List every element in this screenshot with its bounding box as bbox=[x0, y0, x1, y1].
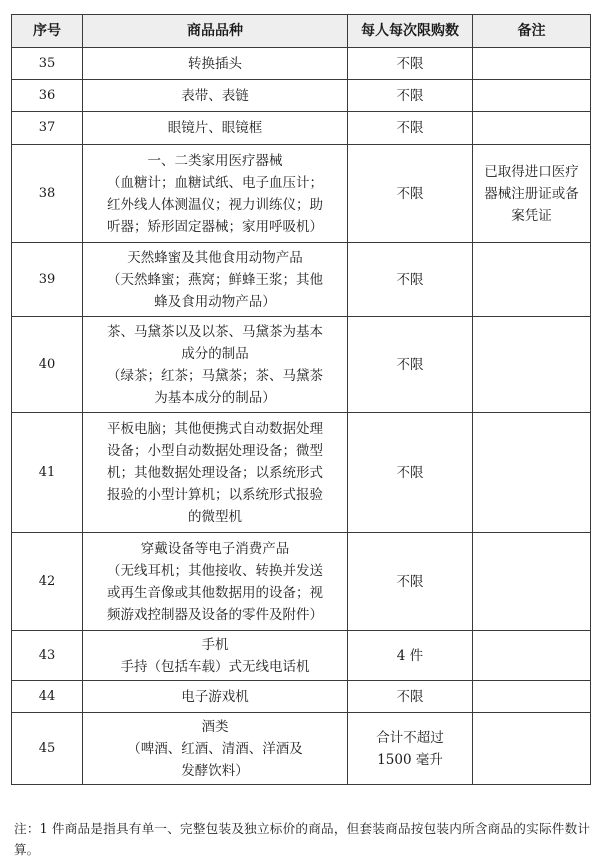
header-limit: 每人每次限购数 bbox=[348, 15, 473, 48]
row-item bbox=[83, 48, 348, 80]
row-note bbox=[473, 631, 591, 681]
row-note bbox=[473, 112, 591, 145]
row-limit-line: 不限 bbox=[396, 464, 424, 481]
row-item bbox=[83, 145, 348, 243]
row-limit bbox=[348, 681, 473, 713]
row-item bbox=[83, 243, 348, 317]
row-note-line: 器械注册证或备 bbox=[484, 185, 579, 202]
row-item-line: （绿茶；红茶；马黛茶；茶、马黛茶 bbox=[107, 367, 323, 384]
row-seq: 43 bbox=[12, 631, 83, 681]
row-item-line: 平板电脑；其他便携式自动数据处理 bbox=[107, 420, 323, 437]
row-limit bbox=[348, 112, 473, 145]
row-item bbox=[83, 631, 348, 681]
row-limit-line: 不限 bbox=[396, 271, 424, 288]
row-note bbox=[473, 713, 591, 785]
row-item-line: 听器；矫形固定器械；家用呼吸机） bbox=[107, 218, 323, 235]
table-row bbox=[12, 413, 591, 533]
row-note bbox=[473, 317, 591, 413]
row-seq: 42 bbox=[12, 533, 83, 631]
row-item-line: （天然蜂蜜；燕窝；鲜蜂王浆；其他 bbox=[107, 271, 323, 288]
row-note-line: 已取得进口医疗 bbox=[484, 163, 579, 180]
row-item bbox=[83, 713, 348, 785]
row-item-line: （无线耳机；其他接收、转换并发送 bbox=[107, 562, 323, 579]
row-limit-line: 不限 bbox=[396, 356, 424, 373]
row-item-line: 蜂及食用动物产品） bbox=[154, 293, 276, 310]
row-limit bbox=[348, 713, 473, 785]
row-item-line: 眼镜片、眼镜框 bbox=[167, 120, 263, 136]
row-note bbox=[473, 533, 591, 631]
row-seq: 45 bbox=[12, 713, 83, 785]
table-row bbox=[12, 112, 591, 145]
row-limit bbox=[348, 48, 473, 80]
table-row bbox=[12, 533, 591, 631]
footnote: 注：1 件商品是指具有单一、完整包装及独立标价的商品，但套装商品按包装内所含商品的实际件数计算。 bbox=[14, 821, 590, 857]
row-limit bbox=[348, 413, 473, 533]
row-limit-line: 4 件 bbox=[396, 647, 424, 664]
row-limit-line: 不限 bbox=[396, 55, 424, 72]
row-limit-line: 合计不超过 bbox=[376, 729, 444, 746]
table-row bbox=[12, 145, 591, 243]
row-limit-line: 不限 bbox=[396, 185, 424, 202]
row-limit-line: 不限 bbox=[396, 688, 424, 705]
row-note bbox=[473, 243, 591, 317]
row-note-line: 案凭证 bbox=[511, 207, 552, 224]
row-note bbox=[473, 413, 591, 533]
row-item-line: 的微型机 bbox=[188, 508, 242, 525]
row-note bbox=[473, 80, 591, 112]
row-limit bbox=[348, 243, 473, 317]
row-item-line: 频游戏控制器及设备的零件及附件） bbox=[107, 606, 323, 623]
row-seq: 39 bbox=[12, 243, 83, 317]
row-limit-line: 不限 bbox=[396, 120, 424, 136]
row-seq: 44 bbox=[12, 681, 83, 713]
row-limit bbox=[348, 533, 473, 631]
row-item bbox=[83, 80, 348, 112]
row-item-line: 为基本成分的制品） bbox=[154, 389, 276, 406]
header-seq: 序号 bbox=[12, 15, 83, 48]
row-item-line: 酒类 bbox=[201, 718, 229, 735]
row-item-line: 机；其他数据处理设备；以系统形式 bbox=[107, 464, 323, 481]
row-item-line: 或再生音像或其他数据用的设备；视 bbox=[107, 584, 323, 601]
row-item bbox=[83, 681, 348, 713]
row-item-line: 成分的制品 bbox=[181, 345, 249, 362]
row-limit-line: 1500 毫升 bbox=[377, 751, 443, 768]
row-item-line: 一、二类家用医疗器械 bbox=[147, 152, 283, 169]
table-row bbox=[12, 631, 591, 681]
row-item-line: 手机 bbox=[201, 636, 229, 653]
row-limit bbox=[348, 145, 473, 243]
row-item-line: 发酵饮料） bbox=[181, 762, 249, 779]
table-row bbox=[12, 48, 591, 80]
row-seq: 37 bbox=[12, 112, 83, 145]
table-row bbox=[12, 317, 591, 413]
header-note: 备注 bbox=[473, 15, 591, 48]
row-limit bbox=[348, 631, 473, 681]
row-item-line: 天然蜂蜜及其他食用动物产品 bbox=[127, 249, 303, 266]
row-item-line: 电子游戏机 bbox=[181, 688, 249, 705]
row-limit-line: 不限 bbox=[396, 87, 424, 104]
row-limit-line: 不限 bbox=[396, 573, 424, 590]
row-limit bbox=[348, 80, 473, 112]
row-seq: 40 bbox=[12, 317, 83, 413]
table-row bbox=[12, 243, 591, 317]
row-item bbox=[83, 533, 348, 631]
row-seq: 38 bbox=[12, 145, 83, 243]
table-row bbox=[12, 80, 591, 112]
table-row bbox=[12, 681, 591, 713]
row-note bbox=[473, 48, 591, 80]
row-seq: 41 bbox=[12, 413, 83, 533]
header-item: 商品品种 bbox=[83, 15, 348, 48]
row-note bbox=[473, 681, 591, 713]
table-header-row bbox=[12, 15, 591, 48]
row-note bbox=[473, 145, 591, 243]
row-item-line: 表带、表链 bbox=[181, 87, 249, 104]
row-seq: 36 bbox=[12, 80, 83, 112]
row-item-line: 转换插头 bbox=[188, 55, 242, 72]
row-item-line: 设备；小型自动数据处理设备；微型 bbox=[107, 442, 323, 459]
row-item-line: 穿戴设备等电子消费产品 bbox=[140, 540, 290, 557]
row-item-line: （血糖计；血糖试纸、电子血压计； bbox=[107, 174, 323, 191]
row-limit bbox=[348, 317, 473, 413]
row-seq: 35 bbox=[12, 48, 83, 80]
row-item-line: 报验的小型计算机；以系统形式报验 bbox=[107, 486, 323, 503]
row-item-line: （啤酒、红酒、清酒、洋酒及 bbox=[127, 740, 303, 757]
purchase-limit-table bbox=[11, 14, 591, 785]
row-item-line: 手持（包括车载）式无线电话机 bbox=[120, 658, 310, 675]
table-row bbox=[12, 713, 591, 785]
row-item bbox=[83, 413, 348, 533]
row-item-line: 茶、马黛茶以及以茶、马黛茶为基本 bbox=[107, 323, 323, 340]
row-item bbox=[83, 317, 348, 413]
row-item-line: 红外线人体测温仪；视力训练仪；助 bbox=[107, 196, 323, 213]
row-item bbox=[83, 112, 348, 145]
